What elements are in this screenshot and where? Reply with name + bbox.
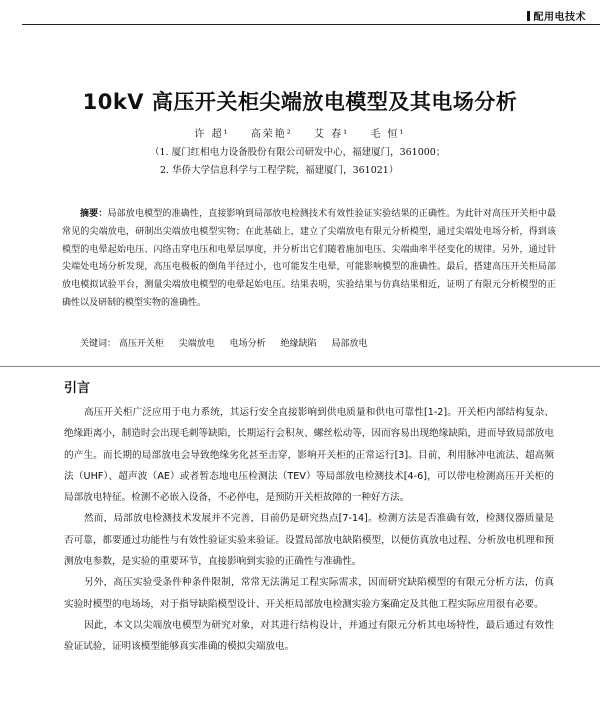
keyword: 高压开关柜	[118, 339, 164, 349]
abstract-label: 摘要：	[80, 209, 108, 219]
paragraph: 因此，本文以尖端放电模型为研究对象，对其进行结构设计，并通过有限元分析其电场特性，最后通过有效性验证试验，证明该模型能够真实准确的模拟尖端放电。	[64, 619, 554, 653]
section-divider	[0, 366, 600, 367]
author: 毛 恒¹	[370, 129, 406, 140]
author: 高荣艳²	[250, 129, 293, 140]
paragraph: 高压开关柜广泛应用于电力系统，其运行安全直接影响到供电质量和供电可靠性[1-2]。开关柜内部结构复杂、绝缘距离小，制造时会出现毛刺等缺陷，长期运行会积灰、螺丝松动等，因而容易出现绝缘缺陷，进而导致局部放电的产生。而长期的局部放电会导致绝缘劣化甚至击穿，影响开关柜的正常运行[3]。目前，利用脉冲电流法、超高频法（UHF）、超声波（AE）或者暂态地电压检测法（TEV）等局部放电检测技术[4-6]，可以带电检测高压开关柜的局部放电特征。检测不必嵌入设备，不必停电，是预防开关柜故障的一种好方法。	[64, 407, 554, 504]
header-rule	[22, 24, 600, 25]
paper-title: 10kV 高压开关柜尖端放电模型及其电场分析	[82, 90, 518, 114]
paragraph: 另外，高压实验受条件种条件限制，常常无法满足工程实际需求，因而研究缺陷模型的有限元分析方法，仿真实验时模型的电场场，对于指导缺陷模型设计、开关柜局部放电检测实验方案确定及其他工程实际应用很有必要。	[64, 577, 554, 610]
author: 许 超¹	[194, 129, 230, 140]
body-text	[64, 402, 554, 658]
keyword: 局部放电	[331, 339, 368, 349]
keyword: 电场分析	[229, 339, 266, 349]
keyword: 尖端放电	[178, 339, 215, 349]
paragraph: 然而，局部放电检测技术发展并不完善，目前仍是研究热点[7-14]。检测方法是否准确有效，检测仪器质量是否可靠，都要通过功能性与有效性验证实验来验证。设置局部放电缺陷模型，以便仿真放电过程、分析放电机理和预测放电参数，是实验的重要环节，直接影响到实验的正确性与准确性。	[64, 513, 554, 568]
keyword: 绝缘缺陷	[280, 339, 317, 349]
keywords	[80, 336, 379, 349]
abstract	[62, 206, 556, 313]
section-marker-icon	[527, 11, 530, 21]
abstract-text: 局部放电模型的准确性，直接影响到局部放电检测技术有效性验证实验结果的正确性。为此针对高压开关柜中最常见的尖端放电，研制出尖端放电模型实物；在此基础上，建立了尖端放电有限元分析模型，通过尖端处电场分析，得到该模型的电晕起始电压、闪络击穿电压和电晕层厚度，并分析出它们随着施加电压、尖端曲率半径变化的规律。另外，通过针尖端处电场分析发现，高压电极板的倒角半径过小，也可能发生电晕，可能影响模型的准确性。最后，搭建高压开关柜局部放电模拟试验平台，测量尖端放电模型的电晕起始电压。结果表明，实验结果与仿真结果相近，证明了有限元分析模型的正确性以及研制的模型实物的准确性。	[62, 209, 556, 308]
affiliation: （1. 厦门红相电力设备股份有限公司研发中心，福建厦门，361000；	[150, 147, 446, 158]
author-list	[0, 125, 600, 140]
header-bar	[0, 0, 600, 26]
author: 艾 春¹	[314, 129, 350, 140]
journal-section-tag: 配用电技术	[527, 8, 587, 23]
section-heading: 引言	[64, 381, 91, 396]
keywords-label: 关键词：	[80, 339, 117, 349]
affiliation: 2. 华侨大学信息科学与工程学院，福建厦门，361021）	[160, 165, 399, 176]
